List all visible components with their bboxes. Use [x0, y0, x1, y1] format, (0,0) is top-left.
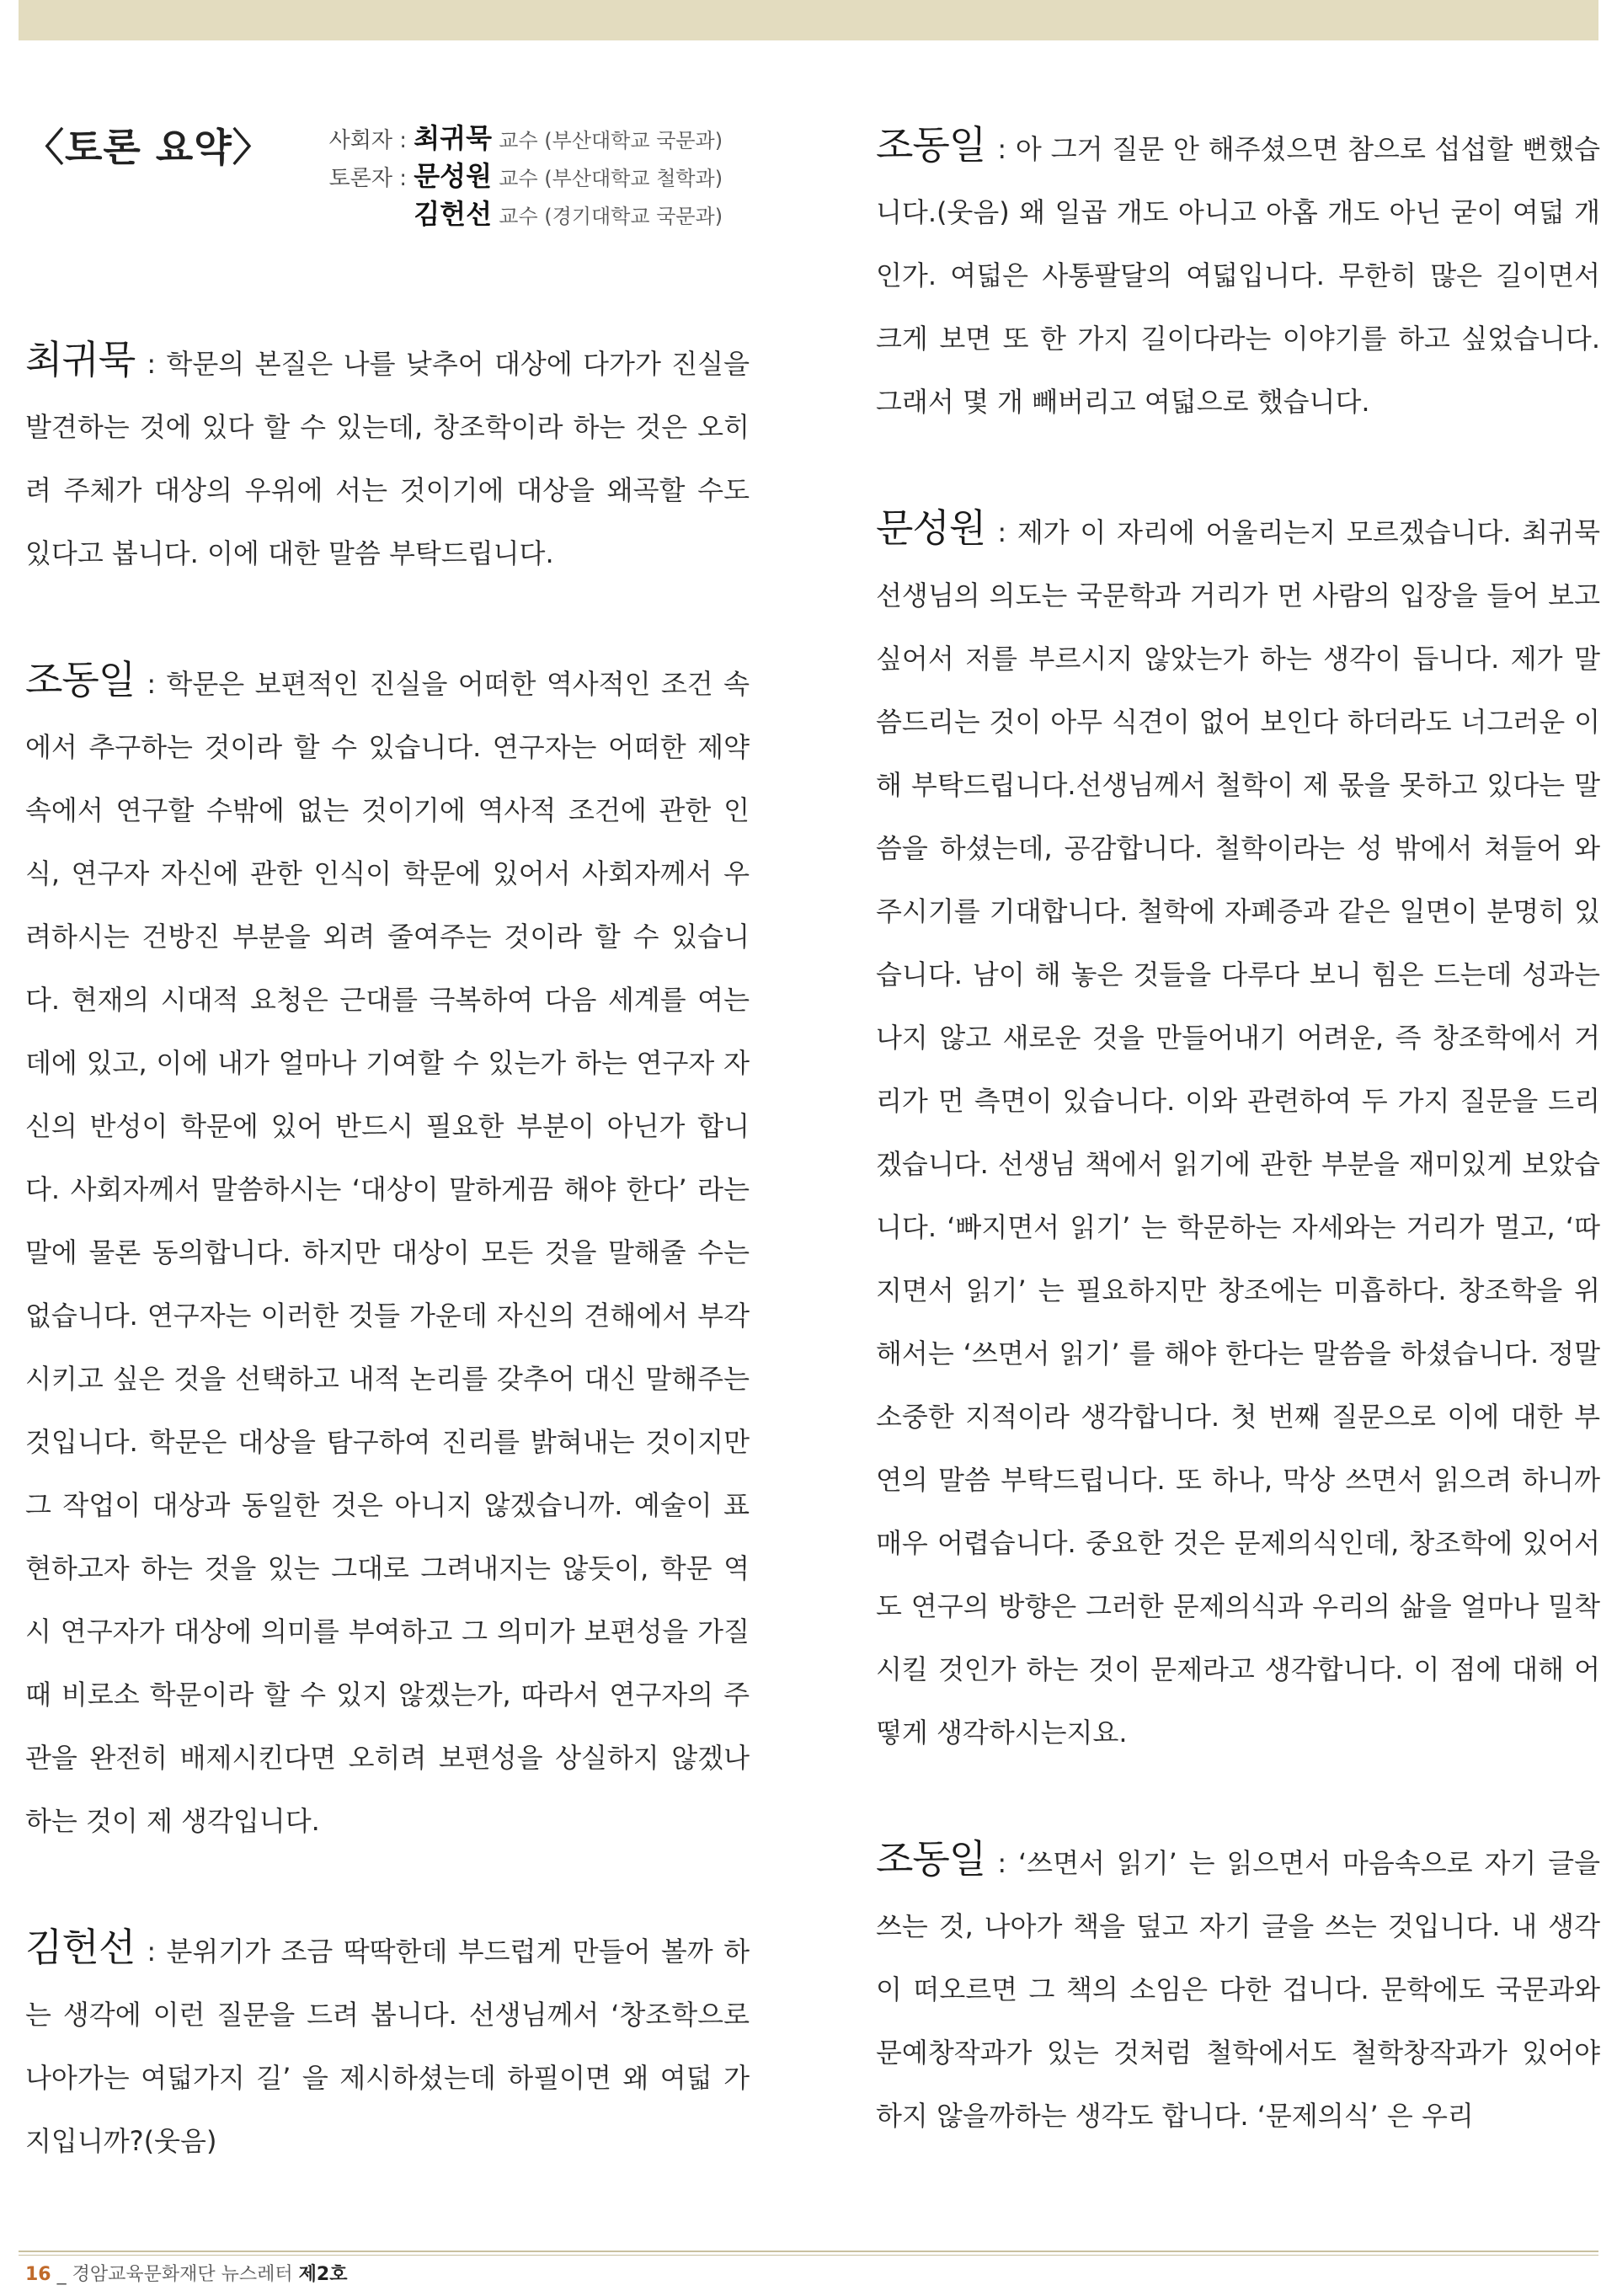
- moderator-name: 최귀묵: [414, 122, 493, 154]
- statement: [876, 114, 1600, 434]
- panel-role: 토론자 :: [328, 166, 407, 191]
- issue-number: 제2호: [298, 2264, 348, 2285]
- statement-text: : 학문의 본질은 나를 낮추어 대상에 다가가 진실을 발견하는 것에 있다 할 수 있는데, 창조학이라 하는 것은 오히려 주체가 대상의 우위에 서는 것이기에 대상을 왜곡할 수도 있다고 봅니다. 이에 대한 말씀 부탁드립니다.: [25, 348, 750, 569]
- page-number: 16: [25, 2264, 51, 2285]
- speaker-name: 김헌선: [25, 1925, 136, 1970]
- statement: [25, 328, 750, 585]
- speaker-name: 조동일: [25, 657, 136, 702]
- moderator-row: [316, 120, 771, 158]
- right-column: [876, 114, 1600, 2211]
- section-title: 〈토론 요약〉: [25, 125, 272, 170]
- statement: [25, 1916, 750, 2173]
- speaker-name: 조동일: [876, 122, 986, 168]
- top-color-band: [19, 0, 1598, 40]
- moderator-affiliation: 교수 (부산대학교 국문과): [499, 129, 723, 152]
- moderator-role: 사회자 :: [328, 128, 407, 153]
- speaker-name: 조동일: [876, 1836, 986, 1882]
- participant-roster: [316, 120, 771, 234]
- statement-text: : 아 그거 질문 안 해주셨으면 참으로 섭섭할 뻔했습니다.(웃음) 왜 일곱 개도 아니고 아홉 개도 아닌 굳이 여덟 개인가. 여덟은 사통팔달의 여덟입니다. 무한히 많은 길이면서 크게 보면 또 한 가지 길이다라는 이야기를 하고 싶었습니다. 그래서 몇 개 빼버리고 여덟으로 했습니다.: [876, 133, 1600, 418]
- discussion-header: [25, 114, 750, 328]
- panelist-2-affiliation: 교수 (경기대학교 국문과): [499, 205, 723, 228]
- page-footer: [25, 2262, 347, 2288]
- statement: [876, 497, 1600, 1765]
- footer-rule: [19, 2251, 1598, 2252]
- statement: [25, 649, 750, 1853]
- footer-rule-thin: [19, 2255, 1598, 2256]
- left-column: [25, 114, 750, 2236]
- statement-text: : ‘쓰면서 읽기’ 는 읽으면서 마음속으로 자기 글을 쓰는 것, 나아가 책을 덮고 자기 글을 쓰는 것입니다. 내 생각이 떠오르면 그 책의 소임은 다한 겁니다. 문학에도 국문과와 문예창작과가 있는 것처럼 철학에서도 철학창작과가 있어야 하지 않을까하는 생각도 합니다. ‘문제의식’ 은 우리: [876, 1847, 1600, 2132]
- statement-text: : 분위기가 조금 딱딱한데 부드럽게 만들어 볼까 하는 생각에 이런 질문을 드려 봅니다. 선생님께서 ‘창조학으로 나아가는 여덟가지 길’ 을 제시하셨는데 하필이면 왜 여덟 가지입니까?(웃음): [25, 1936, 750, 2157]
- panelist-row-2: [316, 196, 771, 234]
- panelist-2-name: 김헌선: [414, 198, 493, 230]
- statement: [876, 1828, 1600, 2148]
- panelist-1-name: 문성원: [414, 160, 493, 192]
- panelist-1-affiliation: 교수 (부산대학교 철학과): [499, 167, 723, 190]
- footer-separator: _: [56, 2264, 67, 2285]
- panelist-row-1: [316, 158, 771, 196]
- statement-text: : 제가 이 자리에 어울리는지 모르겠습니다. 최귀묵 선생님의 의도는 국문학과 거리가 먼 사람의 입장을 들어 보고 싶어서 저를 부르시지 않았는가 하는 생각이 듭니다. 제가 말씀드리는 것이 아무 식견이 없어 보인다 하더라도 너그러운 이해 부탁드립니다.선생님께서 철학이 제 몫을 못하고 있다는 말씀을 하셨는데, 공감합니다. 철학이라는 성 밖에서 쳐들어 와 주시기를 기대합니다. 철학에 자폐증과 같은 일면이 분명히 있습니다. 남이 해 놓은 것들을 다루다 보니 힘은 드는데 성과는 나지 않고 새로운 것을 만들어내기 어려운, 즉 창조학에서 거리가 먼 측면이 있습니다. 이와 관련하여 두 가지 질문을 드리겠습니다. 선생님 책에서 읽기에 관한 부분을 재미있게 보았습니다. ‘빠지면서 읽기’ 는 학문하는 자세와는 거리가 멀고, ‘따지면서 읽기’ 는 필요하지만 창조에는 미흡하다. 창조학을 위해서는 ‘쓰면서 읽기’ 를 해야 한다는 말씀을 하셨습니다. 정말 소중한 지적이라 생각합니다. 첫 번째 질문으로 이에 대한 부연의 말씀 부탁드립니다. 또 하나, 막상 쓰면서 읽으려 하니까 매우 어렵습니다. 중요한 것은 문제의식인데, 창조학에 있어서도 연구의 방향은 그러한 문제의식과 우리의 삶을 얼마나 밀착시킬 것인가 하는 것이 문제라고 생각합니다. 이 점에 대해 어떻게 생각하시는지요.: [876, 516, 1600, 1749]
- statement-text: : 학문은 보편적인 진실을 어떠한 역사적인 조건 속에서 추구하는 것이라 할 수 있습니다. 연구자는 어떠한 제약 속에서 연구할 수밖에 없는 것이기에 역사적 조건에 관한 인식, 연구자 자신에 관한 인식이 학문에 있어서 사회자께서 우려하시는 건방진 부분을 외려 줄여주는 것이라 할 수 있습니다. 현재의 시대적 요청은 근대를 극복하여 다음 세계를 여는 데에 있고, 이에 내가 얼마나 기여할 수 있는가 하는 연구자 자신의 반성이 학문에 있어 반드시 필요한 부분이 아닌가 합니다. 사회자께서 말씀하시는 ‘대상이 말하게끔 해야 한다’ 라는 말에 물론 동의합니다. 하지만 대상이 모든 것을 말해줄 수는 없습니다. 연구자는 이러한 것들 가운데 자신의 견해에서 부각시키고 싶은 것을 선택하고 내적 논리를 갖추어 대신 말해주는 것입니다. 학문은 대상을 탐구하여 진리를 밝혀내는 것이지만 그 작업이 대상과 동일한 것은 아니지 않겠습니까. 예술이 표현하고자 하는 것을 있는 그대로 그려내지는 않듯이, 학문 역시 연구자가 대상에 의미를 부여하고 그 의미가 보편성을 가질 때 비로소 학문이라 할 수 있지 않겠는가, 따라서 연구자의 주관을 완전히 배제시킨다면 오히려 보편성을 상실하지 않겠나 하는 것이 제 생각입니다.: [25, 668, 750, 1837]
- publication-name: 경암교육문화재단 뉴스레터: [72, 2264, 293, 2285]
- speaker-name: 문성원: [876, 505, 986, 551]
- speaker-name: 최귀묵: [25, 337, 136, 382]
